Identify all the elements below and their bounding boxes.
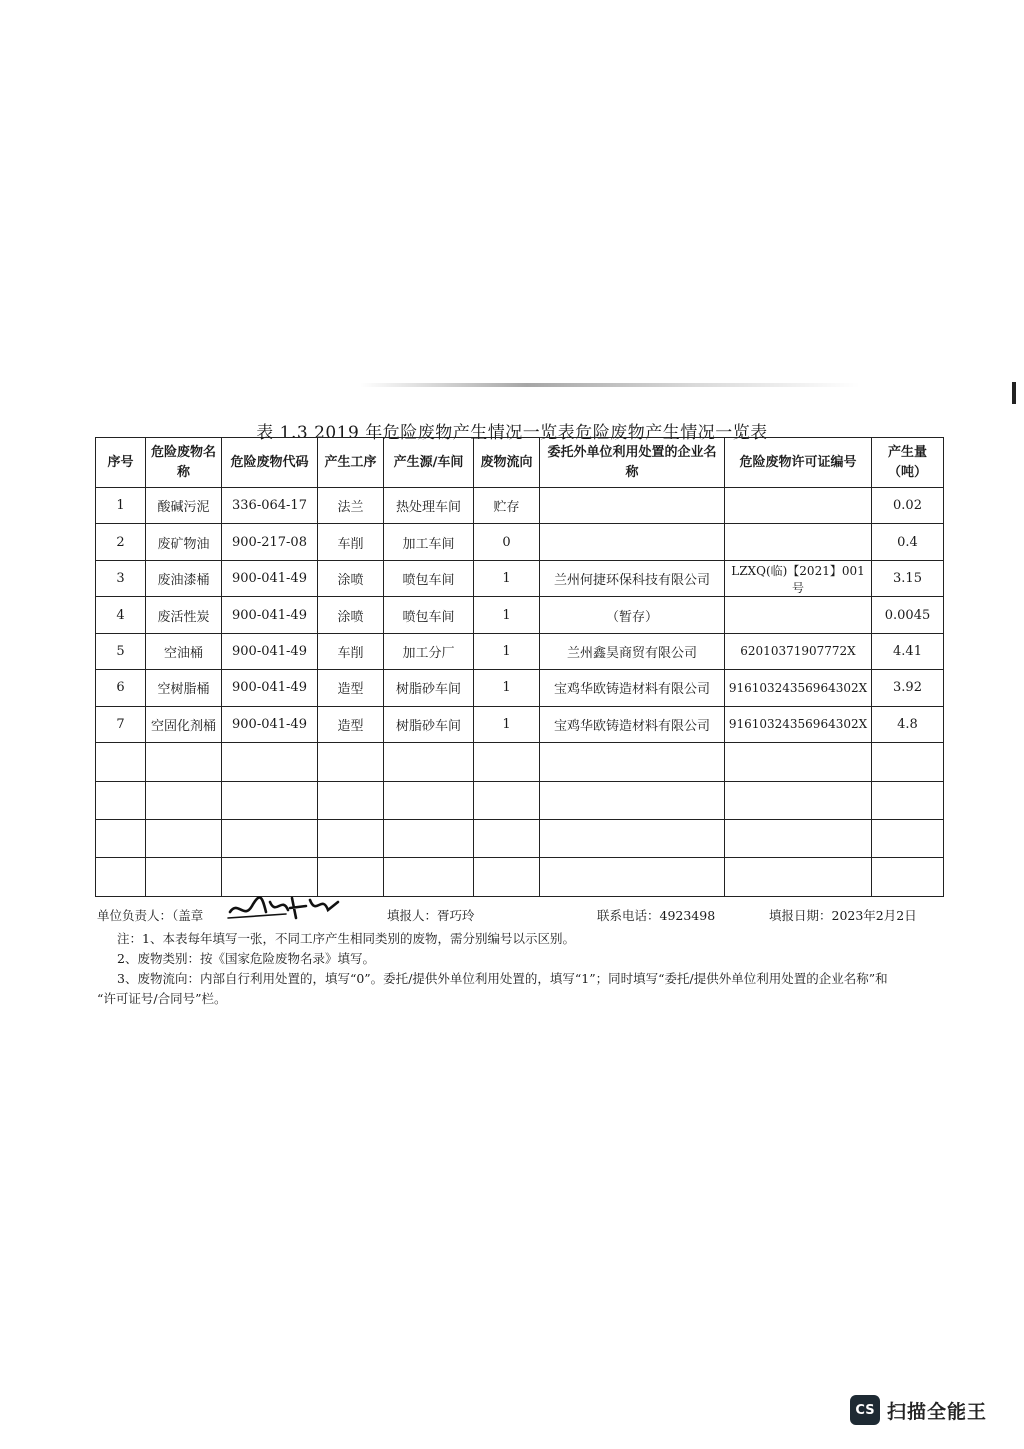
camscanner-name: 扫描全能王 <box>887 1400 988 1423</box>
cell-seq: 4 <box>96 597 146 633</box>
scan-shadow <box>360 383 860 387</box>
scan-edge-mark <box>1012 382 1016 404</box>
note-3-cont: “许可证号/合同号”栏。 <box>97 991 227 1006</box>
date-label: 填报日期：2023年2月2日 <box>769 908 917 923</box>
note-3: 3、废物流向：内部自行利用处置的，填写“0”。委托/提供外单位利用处置的，填写“1”；同时填写“委托/提供外单位利用处置的企业名称”和 <box>117 971 888 986</box>
cell-code: 900-041-49 <box>222 633 318 669</box>
cell-company: 兰州鑫昊商贸有限公司 <box>540 633 725 669</box>
cell-license: 91610324356964302X <box>725 706 872 742</box>
cell-license: LZXQ(临)【2021】001 号 <box>725 560 872 596</box>
phone-label: 联系电话：4923498 <box>597 908 716 923</box>
handwritten-signature <box>226 890 346 926</box>
cell-amount: 3.15 <box>872 560 944 596</box>
cell-code: 900-041-49 <box>222 560 318 596</box>
blank-row <box>96 858 944 897</box>
header-row <box>96 438 944 488</box>
camscanner-logo: CS <box>850 1395 880 1425</box>
cell-amount: 0.4 <box>872 524 944 560</box>
cell-amount: 0.02 <box>872 488 944 524</box>
cell-code: 900-217-08 <box>222 524 318 560</box>
table-row <box>96 597 944 633</box>
cell-name: 酸碱污泥 <box>146 488 222 524</box>
cell-seq: 3 <box>96 560 146 596</box>
cell-flow: 贮存 <box>474 488 540 524</box>
cell-license <box>725 488 872 524</box>
cell-source: 热处理车间 <box>384 488 474 524</box>
cell-name: 空油桶 <box>146 633 222 669</box>
scanner-watermark <box>850 1395 987 1425</box>
responsible-label: 单位负责人：（盖章 <box>97 908 204 923</box>
cell-seq: 6 <box>96 670 146 706</box>
cell-source: 树脂砂车间 <box>384 670 474 706</box>
cell-license: 91610324356964302X <box>725 670 872 706</box>
hazardous-waste-table <box>95 437 944 897</box>
cell-source: 加工车间 <box>384 524 474 560</box>
cell-source: 树脂砂车间 <box>384 706 474 742</box>
header-amount: 产生量（吨） <box>872 438 944 488</box>
cell-process: 车削 <box>318 633 384 669</box>
header-name: 危险废物名称 <box>146 438 222 488</box>
note-1: 注：1、本表每年填写一张，不同工序产生相同类别的废物，需分别编号以示区别。 <box>117 931 575 946</box>
cell-amount: 0.0045 <box>872 597 944 633</box>
signoff-row <box>97 906 937 930</box>
cell-code: 900-041-49 <box>222 706 318 742</box>
cell-process: 造型 <box>318 670 384 706</box>
cell-license <box>725 597 872 633</box>
table-row <box>96 488 944 524</box>
cell-process: 涂喷 <box>318 597 384 633</box>
cell-name: 废活性炭 <box>146 597 222 633</box>
cell-flow: 1 <box>474 560 540 596</box>
cell-flow: 1 <box>474 633 540 669</box>
cell-company: 兰州何捷环保科技有限公司 <box>540 560 725 596</box>
table-row <box>96 560 944 596</box>
table-row <box>96 670 944 706</box>
header-seq: 序号 <box>96 438 146 488</box>
cell-process: 涂喷 <box>318 560 384 596</box>
header-flow: 废物流向 <box>474 438 540 488</box>
table-row <box>96 524 944 560</box>
cell-seq: 2 <box>96 524 146 560</box>
cell-process: 法兰 <box>318 488 384 524</box>
cell-seq: 1 <box>96 488 146 524</box>
table-row <box>96 633 944 669</box>
cell-process: 造型 <box>318 706 384 742</box>
cell-code: 336-064-17 <box>222 488 318 524</box>
notes-block <box>97 929 947 1009</box>
cell-name: 废油漆桶 <box>146 560 222 596</box>
cell-license <box>725 524 872 560</box>
blank-row <box>96 781 944 819</box>
cell-flow: 0 <box>474 524 540 560</box>
cell-source: 喷包车间 <box>384 597 474 633</box>
cell-source: 加工分厂 <box>384 633 474 669</box>
cell-license: 62010371907772X <box>725 633 872 669</box>
cell-flow: 1 <box>474 706 540 742</box>
cell-code: 900-041-49 <box>222 670 318 706</box>
cell-code: 900-041-49 <box>222 597 318 633</box>
cell-amount: 4.41 <box>872 633 944 669</box>
cell-name: 空树脂桶 <box>146 670 222 706</box>
cell-name: 空固化剂桶 <box>146 706 222 742</box>
cell-company <box>540 524 725 560</box>
header-license: 危险废物许可证编号 <box>725 438 872 488</box>
header-code: 危险废物代码 <box>222 438 318 488</box>
header-process: 产生工序 <box>318 438 384 488</box>
cell-flow: 1 <box>474 670 540 706</box>
blank-row <box>96 743 944 781</box>
cell-source: 喷包车间 <box>384 560 474 596</box>
cell-amount: 4.8 <box>872 706 944 742</box>
header-source: 产生源/车间 <box>384 438 474 488</box>
cell-company: （暂存） <box>540 597 725 633</box>
filler-label: 填报人：胥巧玲 <box>387 908 475 923</box>
cell-seq: 7 <box>96 706 146 742</box>
cell-flow: 1 <box>474 597 540 633</box>
cell-company: 宝鸡华欧铸造材料有限公司 <box>540 706 725 742</box>
table-row <box>96 706 944 742</box>
cell-process: 车削 <box>318 524 384 560</box>
cell-name: 废矿物油 <box>146 524 222 560</box>
cell-amount: 3.92 <box>872 670 944 706</box>
note-2: 2、废物类别：按《国家危险废物名录》填写。 <box>117 951 375 966</box>
cell-company: 宝鸡华欧铸造材料有限公司 <box>540 670 725 706</box>
blank-row <box>96 820 944 858</box>
cell-seq: 5 <box>96 633 146 669</box>
table-title: 表 1.3 2019 年危险废物产生情况一览表危险废物产生情况一览表 <box>256 423 768 443</box>
header-company: 委托外单位利用处置的企业名称 <box>540 438 725 488</box>
cell-company <box>540 488 725 524</box>
